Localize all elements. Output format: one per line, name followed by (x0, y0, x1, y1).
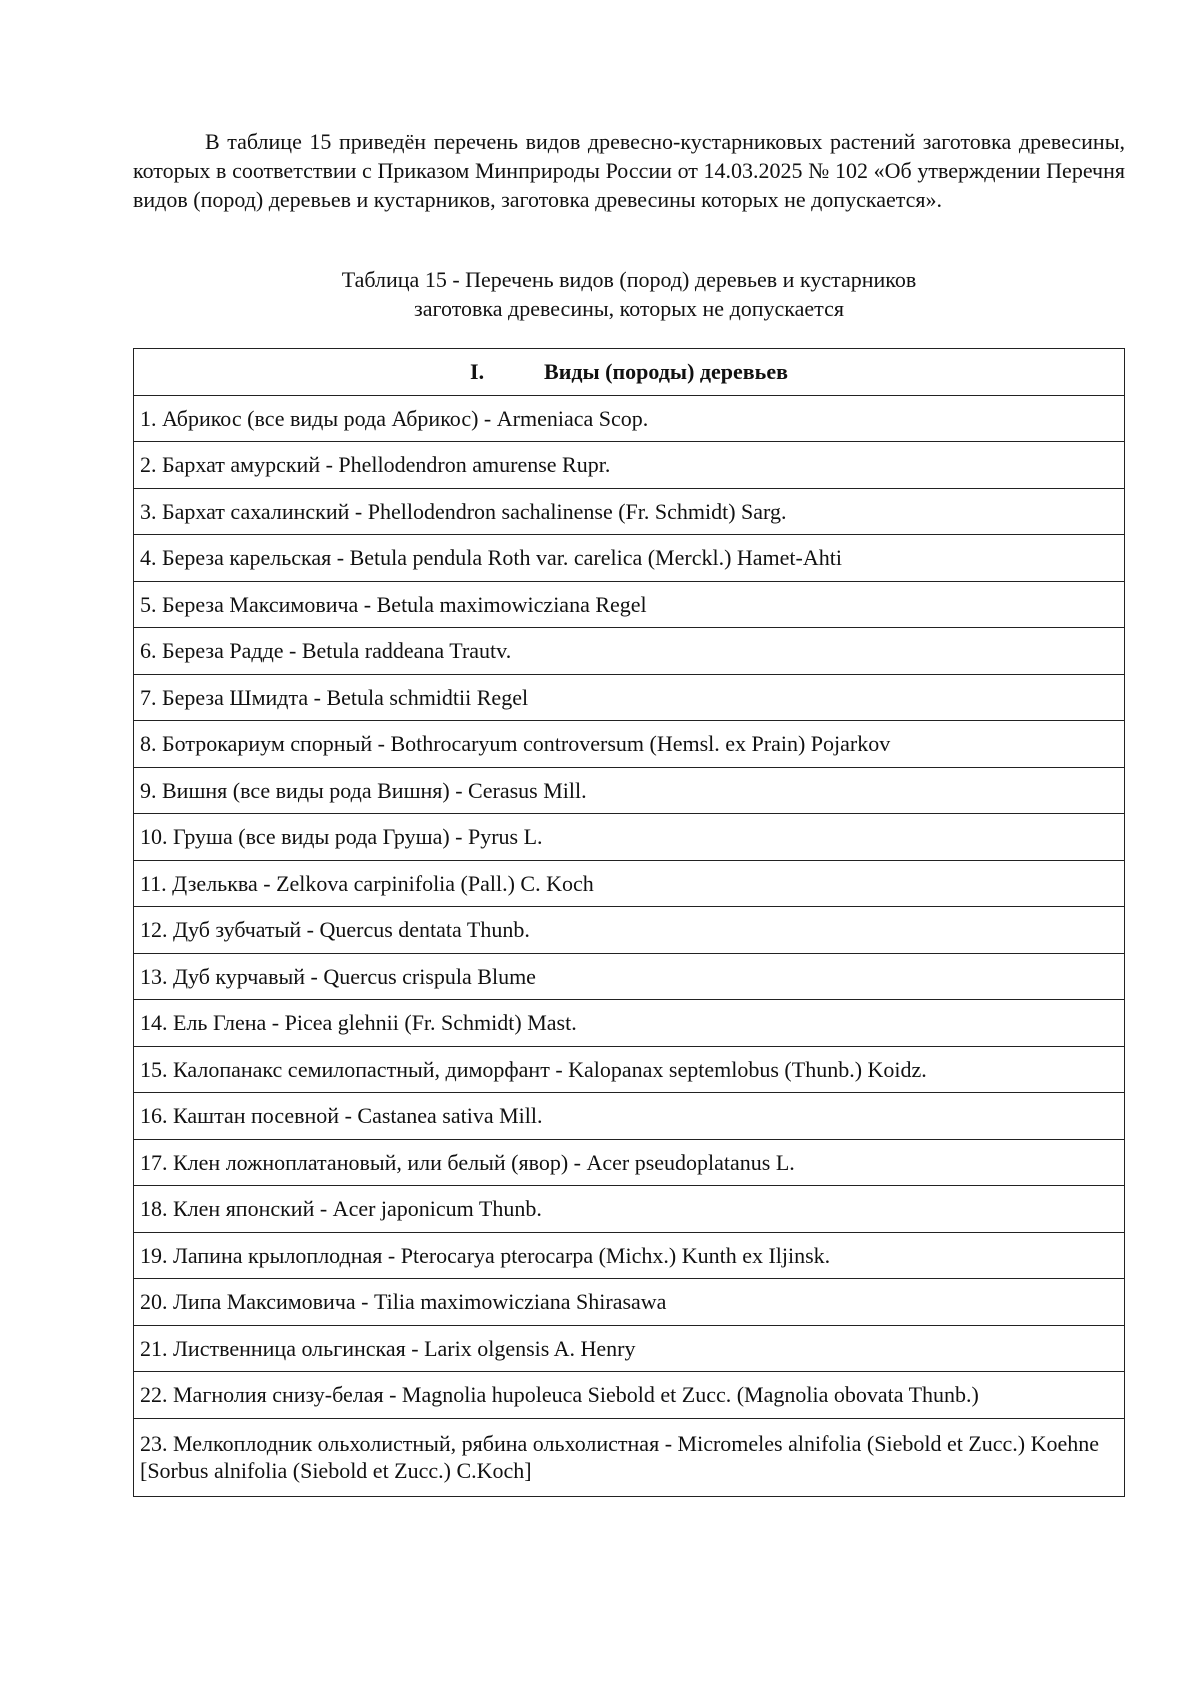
table-row (134, 535, 1125, 582)
table-cell: 13. Дуб курчавый - Quercus crispula Blume (134, 953, 1125, 1000)
table-row (134, 814, 1125, 861)
table-row (134, 1232, 1125, 1279)
table-caption-line-2: заготовка древесины, которых не допускается (414, 296, 844, 321)
table-cell: 11. Дзельква - Zelkova carpinifolia (Pall.) C. Koch (134, 860, 1125, 907)
table-cell: 4. Береза карельская - Betula pendula Roth var. carelica (Merckl.) Hamet-Ahti (134, 535, 1125, 582)
table-cell: 8. Ботрокариум спорный - Bothrocaryum controversum (Hemsl. ex Prain) Pojarkov (134, 721, 1125, 768)
table-row (134, 1093, 1125, 1140)
table-row (134, 953, 1125, 1000)
table-row (134, 1186, 1125, 1233)
species-table (133, 348, 1125, 1497)
table-row (134, 1418, 1125, 1496)
table-cell: 18. Клен японский - Acer japonicum Thunb. (134, 1186, 1125, 1233)
table-row (134, 1000, 1125, 1047)
table-row (134, 581, 1125, 628)
table-row (134, 907, 1125, 954)
table-cell: 22. Магнолия снизу-белая - Magnolia hupoleuca Siebold et Zucc. (Magnolia obovata Thunb.) (134, 1372, 1125, 1419)
section-header-cell (134, 349, 1125, 396)
table-row (134, 442, 1125, 489)
table-cell: 23. Мелкоплодник ольхолистный, рябина ольхолистная - Micromeles alnifolia (Siebold et Zucc.) Koehne [Sorbus alnifolia (Siebold et Zucc.) C.Koch] (134, 1418, 1125, 1496)
table-cell: 17. Клен ложноплатановый, или белый (явор) - Acer pseudoplatanus L. (134, 1139, 1125, 1186)
table-caption-line-1: Таблица 15 - Перечень видов (пород) деревьев и кустарников (341, 267, 917, 292)
intro-paragraph: В таблице 15 приведён перечень видов древесно-кустарниковых растений заготовка древесины, которых в соответствии с Приказом Минприроды России от 14.03.2025 № 102 «Об утверждении Перечня видов (пород) деревьев и кустарников, заготовка древесины которых не допускается». (133, 129, 1125, 212)
table-cell: 16. Каштан посевной - Castanea sativa Mill. (134, 1093, 1125, 1140)
table-cell: 5. Береза Максимовича - Betula maximowicziana Regel (134, 581, 1125, 628)
table-cell: 14. Ель Глена - Picea glehnii (Fr. Schmidt) Mast. (134, 1000, 1125, 1047)
table-cell: 15. Калопанакс семилопастный, диморфант - Kalopanax septemlobus (Thunb.) Koidz. (134, 1046, 1125, 1093)
table-cell: 6. Береза Радде - Betula raddeana Trautv. (134, 628, 1125, 675)
section-title: Виды (породы) деревьев (544, 359, 788, 385)
table-cell: 1. Абрикос (все виды рода Абрикос) - Armeniaca Scop. (134, 395, 1125, 442)
table-row (134, 767, 1125, 814)
table-cell: 2. Бархат амурский - Phellodendron amurense Rupr. (134, 442, 1125, 489)
table-row (134, 1139, 1125, 1186)
table-row (134, 674, 1125, 721)
table-row (134, 1325, 1125, 1372)
table-cell: 21. Лиственница ольгинская - Larix olgensis A. Henry (134, 1325, 1125, 1372)
table-row (134, 1279, 1125, 1326)
table-row (134, 628, 1125, 675)
table-cell: 9. Вишня (все виды рода Вишня) - Cerasus Mill. (134, 767, 1125, 814)
table-row (134, 1372, 1125, 1419)
table-row (134, 395, 1125, 442)
table-cell: 3. Бархат сахалинский - Phellodendron sachalinense (Fr. Schmidt) Sarg. (134, 488, 1125, 535)
table-row (134, 1046, 1125, 1093)
table-cell: 7. Береза Шмидта - Betula schmidtii Regel (134, 674, 1125, 721)
table-row (134, 488, 1125, 535)
table-caption (133, 265, 1125, 323)
table-cell: 10. Груша (все виды рода Груша) - Pyrus L. (134, 814, 1125, 861)
table-header-row (134, 349, 1125, 396)
table-cell: 20. Липа Максимовича - Tilia maximowicziana Shirasawa (134, 1279, 1125, 1326)
table-cell: 12. Дуб зубчатый - Quercus dentata Thunb. (134, 907, 1125, 954)
section-number: I. (470, 359, 485, 385)
table-row (134, 860, 1125, 907)
table-row (134, 721, 1125, 768)
table-cell: 19. Лапина крылоплодная - Pterocarya pterocarpa (Michx.) Kunth ex Iljinsk. (134, 1232, 1125, 1279)
